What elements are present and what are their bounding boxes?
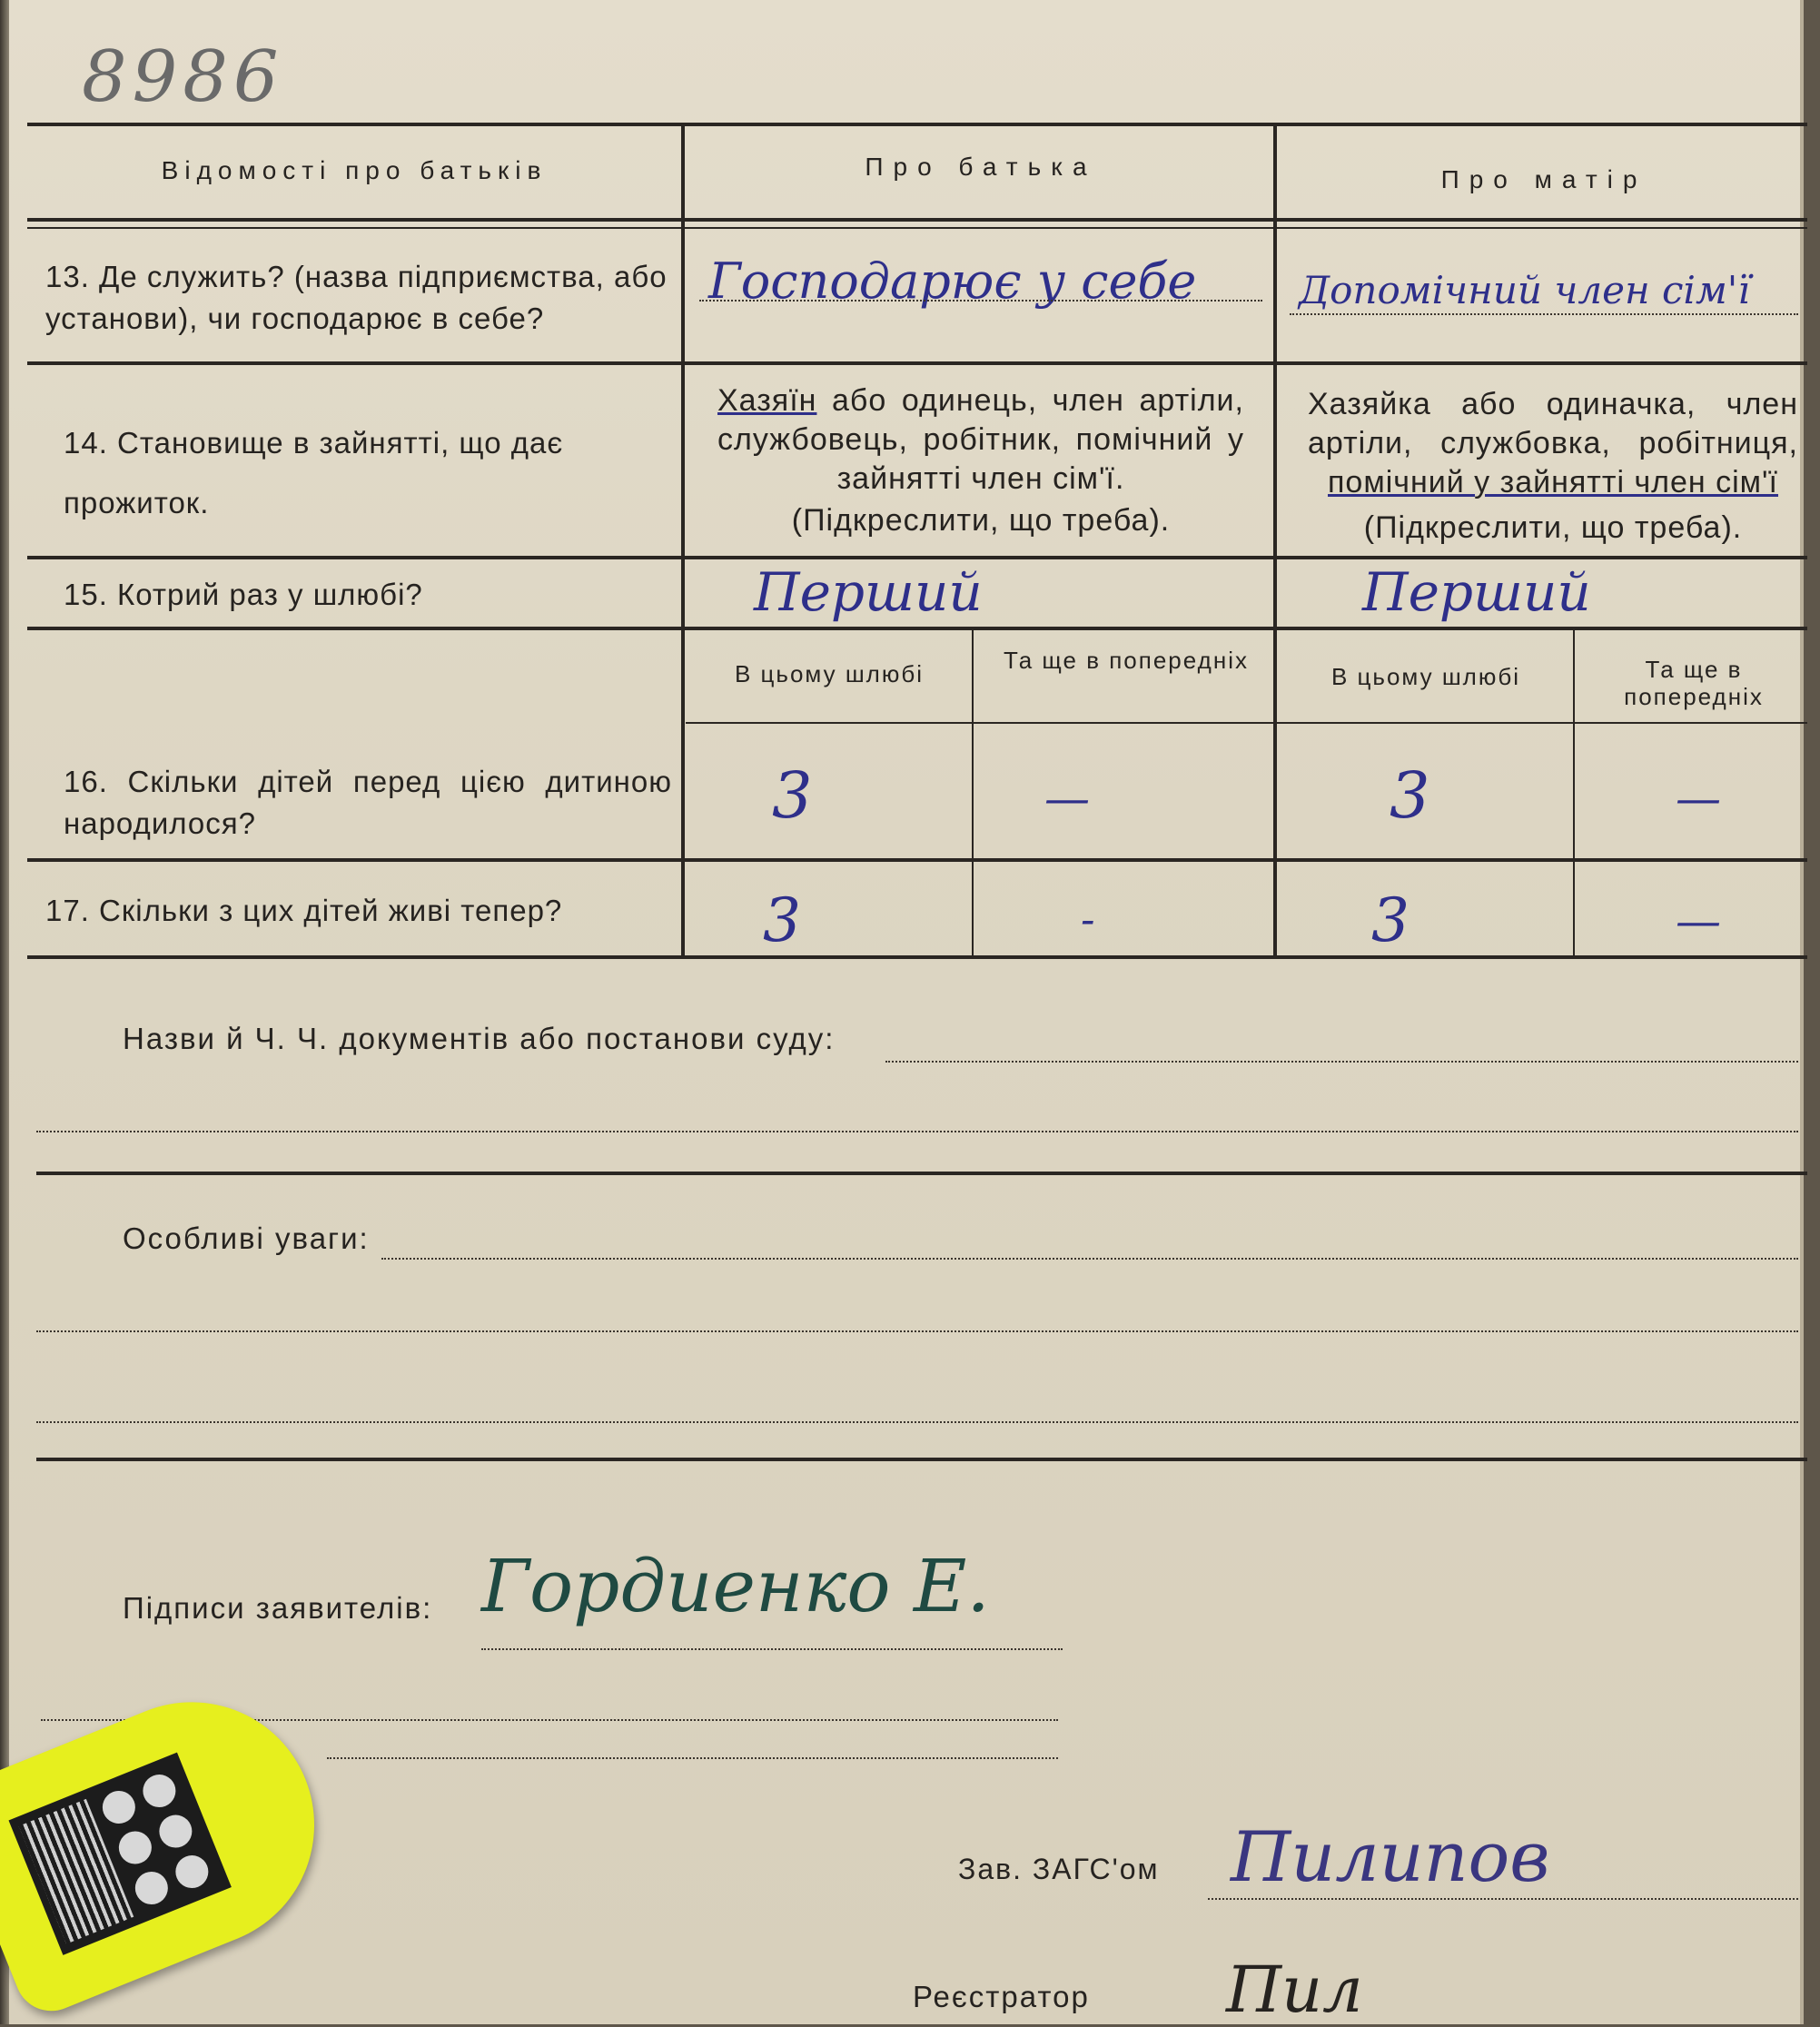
q15-question: 15. Котрий раз у шлюбі? bbox=[64, 578, 423, 611]
q14-father-options bbox=[717, 381, 1244, 499]
remarks-line-3 bbox=[36, 1421, 1798, 1423]
subheader-bottom-border bbox=[686, 722, 1807, 724]
q13-question: 13. Де служить? (назва підприємства, або установи), чи господарює в себе? bbox=[45, 260, 668, 335]
q16-father-this: 3 bbox=[772, 758, 813, 833]
documents-label: Назви й Ч. Ч. документів або постанови суду: bbox=[123, 1022, 836, 1055]
q13-mother-answer: Допомічний член сім'ї bbox=[1299, 268, 1750, 312]
mother-this-marriage-header: В цьому шлюбі bbox=[1330, 663, 1521, 690]
q14-mother-selected: помічний у зайнятті член сім'ї bbox=[1328, 465, 1778, 499]
header-about-father: Про батька bbox=[865, 153, 1097, 181]
page-number: 8986 bbox=[82, 36, 284, 118]
col-divider-father-sub bbox=[972, 628, 974, 957]
q14-father-note: (Підкреслити, що треба). bbox=[791, 503, 1171, 538]
row14-bottom-border bbox=[27, 556, 1807, 559]
q16-father-prev: — bbox=[1044, 772, 1090, 825]
remarks-label: Особливі уваги: bbox=[123, 1221, 370, 1255]
header-about-mother: Про матір bbox=[1440, 165, 1647, 193]
q14-father-selected: Хазяїн bbox=[717, 383, 817, 418]
register-page bbox=[9, 0, 1804, 2027]
q13-father-line bbox=[699, 300, 1262, 302]
q17-father-prev: - bbox=[1081, 895, 1095, 944]
q17-father-this: 3 bbox=[763, 885, 801, 955]
head-signature-line bbox=[1208, 1898, 1798, 1900]
binding-spine bbox=[0, 0, 9, 2024]
documents-line-2 bbox=[36, 1131, 1798, 1132]
col-divider-2 bbox=[1273, 123, 1277, 959]
q15-father-answer: Перший bbox=[754, 561, 983, 623]
head-of-registry-label: Зав. ЗАГС'ом bbox=[958, 1853, 1160, 1885]
applicant-signature: Гордиенко Е. bbox=[481, 1544, 990, 1628]
q13-mother-line bbox=[1290, 313, 1798, 315]
q17-mother-prev: — bbox=[1676, 895, 1721, 947]
header-bottom-border bbox=[27, 218, 1807, 222]
remarks-line-1 bbox=[381, 1258, 1798, 1260]
mother-previous-header: Та ще в попередніх bbox=[1624, 656, 1764, 710]
row13-bottom-border bbox=[27, 361, 1807, 365]
q14-mother-options bbox=[1308, 385, 1798, 502]
q14-father-options-text: або одинець, член артіли, службовець, робітник, помічний у зайнятті член сім'ї. bbox=[717, 383, 1244, 496]
documents-divider bbox=[36, 1172, 1807, 1175]
clip-pattern bbox=[8, 1753, 231, 1955]
row16-bottom-border bbox=[27, 858, 1807, 862]
signature-line-1 bbox=[481, 1648, 1063, 1650]
registrar-signature: Пил bbox=[1226, 1953, 1363, 2027]
header-bottom-border-2 bbox=[27, 227, 1807, 229]
head-signature: Пилипов bbox=[1231, 1816, 1550, 1897]
q14-mother-options-text: Хазяйка або одиначка, член артіли, службовка, робітниця, bbox=[1308, 387, 1798, 460]
header-parents-info: Відомості про батьків bbox=[161, 156, 548, 184]
q16-question: 16. Скільки дітей перед цією дитиною народилося? bbox=[64, 765, 672, 840]
q13-father-answer: Господарює у себе bbox=[708, 252, 1197, 310]
row15-bottom-border bbox=[27, 627, 1807, 630]
registrar-label: Реєстратор bbox=[913, 1980, 1090, 2013]
table-bottom-border bbox=[27, 955, 1807, 959]
father-this-marriage-header: В цьому шлюбі bbox=[734, 660, 925, 687]
signature-line-3 bbox=[327, 1757, 1058, 1759]
col-divider-mother-sub bbox=[1573, 628, 1575, 957]
q17-mother-this: 3 bbox=[1371, 885, 1410, 955]
table-top-border bbox=[27, 123, 1807, 126]
documents-line-1 bbox=[885, 1061, 1798, 1063]
q16-mother-prev: — bbox=[1676, 772, 1721, 825]
father-previous-header: Та ще в попередніх bbox=[1004, 647, 1249, 674]
q15-mother-answer: Перший bbox=[1362, 561, 1591, 623]
col-divider-1 bbox=[681, 123, 685, 959]
q14-question: 14. Становище в зайнятті, що дає прожиток. bbox=[64, 426, 564, 519]
q16-mother-this: 3 bbox=[1390, 758, 1430, 833]
remarks-line-2 bbox=[36, 1330, 1798, 1332]
q17-question: 17. Скільки з цих дітей живі тепер? bbox=[45, 894, 563, 927]
remarks-divider bbox=[36, 1458, 1807, 1461]
signatures-label: Підписи заявителів: bbox=[123, 1591, 433, 1625]
q14-mother-note: (Підкреслити, що треба). bbox=[1363, 510, 1743, 545]
